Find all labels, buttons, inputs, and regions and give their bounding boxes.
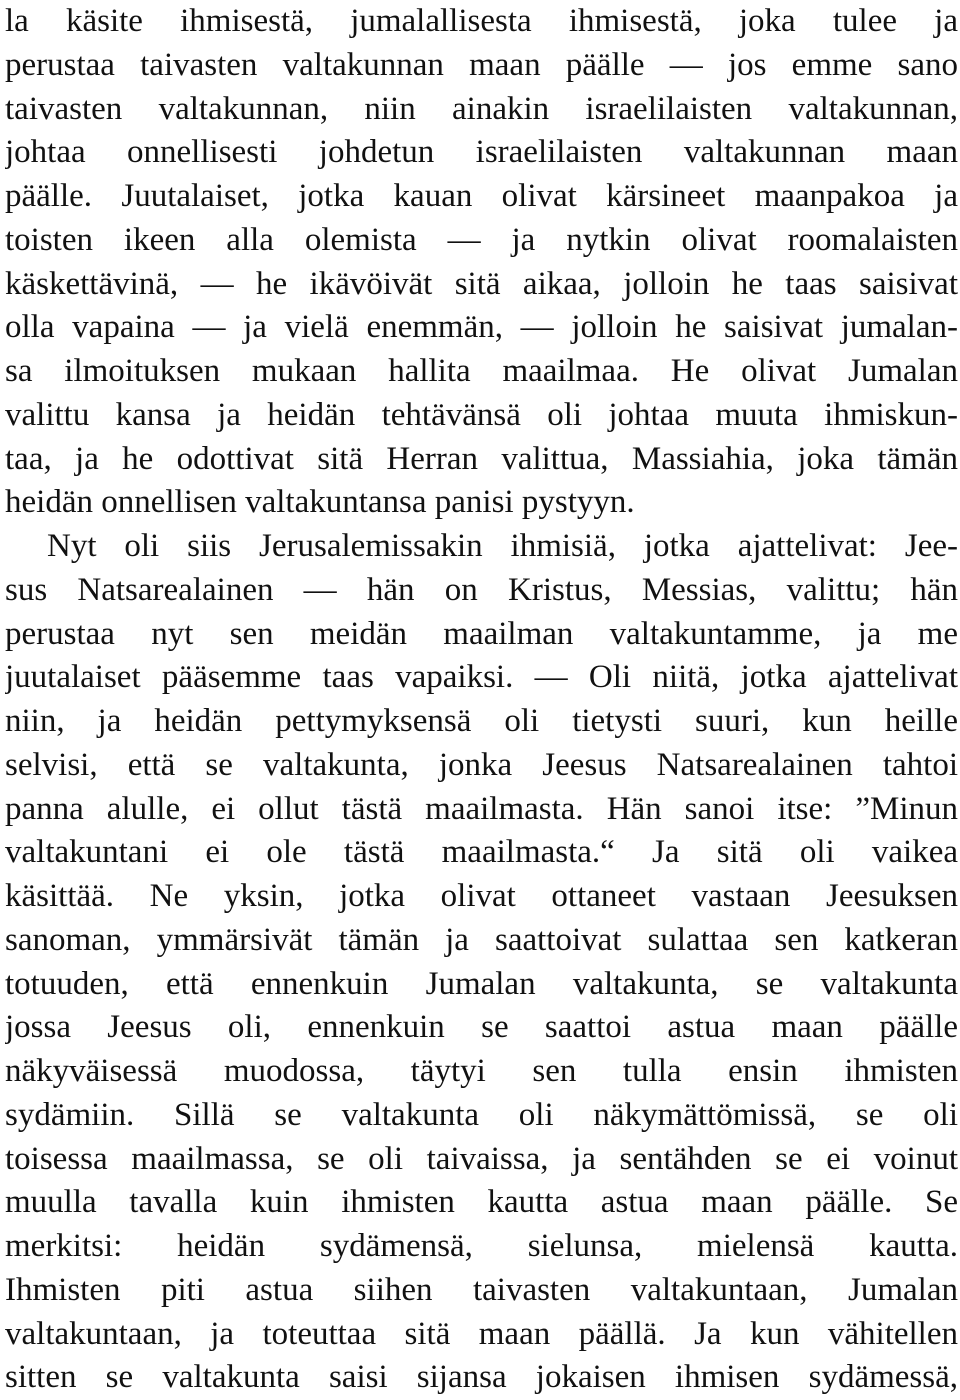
text-line: sus Natsarealainen — hän on Kristus, Messias, valittu; hän [5, 571, 958, 608]
text-line: näkyväisessä muodossa, täytyi sen tulla ensin ihmisten [5, 1053, 958, 1089]
text-line: toisessa maailmassa, se oli taivaissa, ja sentähden se ei voinut [5, 1140, 958, 1177]
text-line: toisten ikeen alla olemista — ja nytkin olivat roomalaisten [5, 221, 958, 258]
text-line: perustaa nyt sen meidän maailman valtakuntamme, ja me [5, 615, 958, 652]
text-line: jossa Jeesus oli, ennenkuin se saattoi astua maan päälle [5, 1009, 958, 1046]
text-line: juutalaiset pääsemme taas vapaiksi. — Oli niitä, jotka ajattelivat [5, 659, 958, 696]
text-line: niin, ja heidän pettymyksensä oli tietysti suuri, kun heille [5, 703, 958, 739]
text-line: taivasten valtakunnan, niin ainakin israelilaisten valtakunnan, [5, 90, 958, 127]
text-line: olla vapaina — ja vielä enemmän, — jolloin he saisivat jumalan- [5, 309, 958, 346]
text-line: merkitsi: heidän sydämensä, sielunsa, mielensä kautta. [5, 1228, 958, 1264]
text-line: sanoman, ymmärsivät tämän ja saattoivat sulattaa sen katkeran [5, 921, 958, 958]
paragraph-start-line: Nyt oli siis Jerusalemissakin ihmisiä, jotka ajattelivat: Jee- [47, 528, 958, 564]
text-line: käsittää. Ne yksin, jotka olivat ottaneet vastaan Jeesuksen [5, 878, 958, 914]
text-line: päälle. Juutalaiset, jotka kauan olivat kärsineet maanpakoa ja [5, 178, 958, 214]
text-line: panna alulle, ei ollut tästä maailmasta. Hän sanoi itse: ”Minun [5, 790, 958, 827]
text-line: valittu kansa ja heidän tehtävänsä oli johtaa muuta ihmiskun- [5, 396, 958, 433]
text-line: sydämiin. Sillä se valtakunta oli näkymättömissä, se oli [5, 1096, 958, 1133]
text-line: käskettävinä, — he ikävöivät sitä aikaa, jolloin he taas saisivat [5, 265, 958, 302]
text-line: selvisi, että se valtakunta, jonka Jeesus Natsarealainen tahtoi [5, 746, 958, 783]
text-line: valtakuntani ei ole tästä maailmasta.“ Ja sitä oli vaikea [5, 834, 958, 871]
text-line: taa, ja he odottivat sitä Herran valittua, Massiahia, joka tämän [5, 440, 958, 477]
text-line: sitten se valtakunta saisi sijansa jokaisen ihmisen sydämessä, [5, 1359, 958, 1396]
text-line: perustaa taivasten valtakunnan maan päälle — jos emme sano [5, 46, 958, 83]
text-line: muulla tavalla kuin ihmisten kautta astua maan päälle. Se [5, 1184, 958, 1221]
text-line: la käsite ihmisestä, jumalallisesta ihmisestä, joka tulee ja [5, 3, 958, 39]
text-line: sa ilmoituksen mukaan hallita maailmaa. He olivat Jumalan [5, 353, 958, 389]
text-line: valtakuntaan, ja toteuttaa sitä maan päällä. Ja kun vähitellen [5, 1315, 958, 1352]
text-line: Ihmisten piti astua siihen taivasten valtakuntaan, Jumalan [5, 1271, 958, 1308]
text-line: totuuden, että ennenkuin Jumalan valtakunta, se valtakunta [5, 965, 958, 1002]
text-line: heidän onnellisen valtakuntansa panisi pystyyn. [5, 484, 635, 521]
text-line: johtaa onnellisesti johdetun israelilaisten valtakunnan maan [5, 134, 958, 171]
